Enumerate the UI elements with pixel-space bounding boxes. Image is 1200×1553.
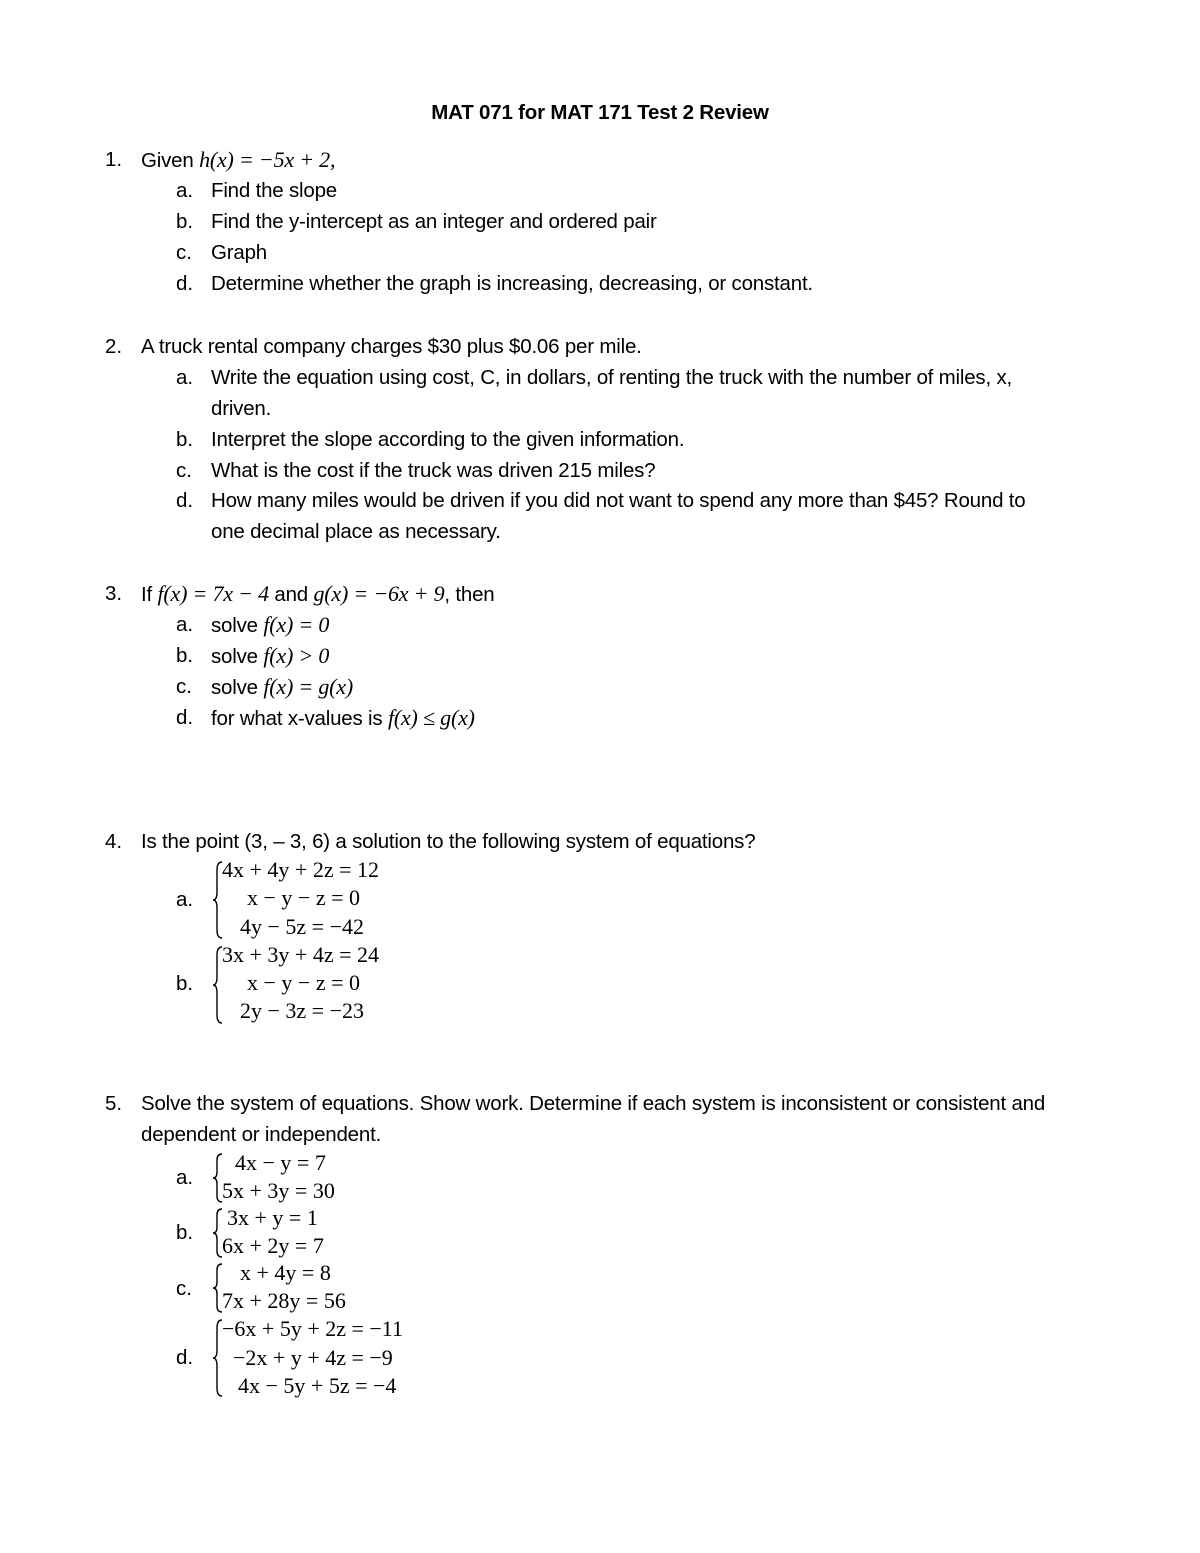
part-label: b. [176,428,194,451]
part-words: solve [211,614,264,637]
stem-math-f: f(x) = 7x − 4 [157,581,269,606]
equation: −2x + y + 4z = −9 [233,1345,393,1370]
equation: 4x + 4y + 2z = 12 [222,857,379,882]
part-words: for what x-values is [211,707,388,730]
part-text [211,706,475,731]
equation: x − y − z = 0 [247,885,360,910]
equation: 4x − y = 7 [235,1150,326,1175]
equation: x + 4y = 8 [240,1260,331,1285]
equation: x − y − z = 0 [247,970,360,995]
part-text: Interpret the slope according to the given information. [211,428,685,451]
question-number: 4. [105,830,123,853]
part-label: c. [176,241,192,264]
equation: 6x + 2y = 7 [222,1233,324,1258]
equation: 3x + y = 1 [227,1205,318,1230]
question-stem: Is the point (3, – 3, 6) a solution to the following system of equations? [141,830,756,853]
question-number: 1. [105,148,123,171]
part-math: f(x) = g(x) [263,674,353,699]
part-label: d. [176,1346,194,1369]
part-text [211,644,329,669]
part-label: d. [176,272,194,295]
equation: 7x + 28y = 56 [222,1288,346,1313]
part-text: Determine whether the graph is increasing, decreasing, or constant. [211,272,813,295]
part-label: d. [176,489,194,512]
stem-text: and [268,583,314,606]
part-label: c. [176,1277,192,1300]
part-math: f(x) = 0 [263,612,330,637]
equation: 3x + 3y + 4z = 24 [222,942,379,967]
part-math: f(x) > 0 [263,643,330,668]
part-text: What is the cost if the truck was driven 215 miles? [211,459,656,482]
page-title: MAT 071 for MAT 171 Test 2 Review [431,101,769,124]
part-words: solve [211,645,264,668]
stem-math: h(x) = −5x + 2, [199,147,336,172]
question-number: 3. [105,582,123,605]
part-label: b. [176,972,194,995]
part-text-continued: driven. [211,397,272,420]
part-text [211,613,329,638]
part-label: d. [176,706,194,729]
stem-text: If [141,583,158,606]
part-label: b. [176,1221,194,1244]
part-text: Find the y-intercept as an integer and ordered pair [211,210,657,233]
part-text: How many miles would be driven if you did not want to spend any more than $45? Round to [211,489,1026,512]
part-label: a. [176,888,194,911]
question-number: 2. [105,335,123,358]
question-stem: Solve the system of equations. Show work. Determine if each system is inconsistent or consistent and [141,1092,1046,1115]
part-text: Graph [211,241,267,264]
part-label: b. [176,210,194,233]
part-label: a. [176,179,194,202]
equation: 2y − 3z = −23 [240,998,364,1023]
part-text: Find the slope [211,179,337,202]
question-stem [141,148,335,173]
equation: 4y − 5z = −42 [240,914,364,939]
part-label: c. [176,675,192,698]
part-label: a. [176,366,194,389]
stem-text: Given [141,149,200,172]
part-words: solve [211,676,264,699]
equation: −6x + 5y + 2z = −11 [222,1316,403,1341]
question-stem-continued: dependent or independent. [141,1123,382,1146]
equation: 4x − 5y + 5z = −4 [238,1373,397,1398]
equation: 5x + 3y = 30 [222,1178,335,1203]
question-stem [141,582,495,607]
question-number: 5. [105,1092,123,1115]
question-stem: A truck rental company charges $30 plus $0.06 per mile. [141,335,642,358]
part-text: Write the equation using cost, C, in dollars, of renting the truck with the number of miles, x, [211,366,1013,389]
part-label: a. [176,1166,194,1189]
part-label: b. [176,644,194,667]
part-label: c. [176,459,192,482]
part-math: f(x) ≤ g(x) [387,705,475,730]
stem-math-g: g(x) = −6x + 9 [313,581,445,606]
stem-text: , then [444,583,495,606]
part-text [211,675,353,700]
part-label: a. [176,613,194,636]
part-text-continued: one decimal place as necessary. [211,520,501,543]
